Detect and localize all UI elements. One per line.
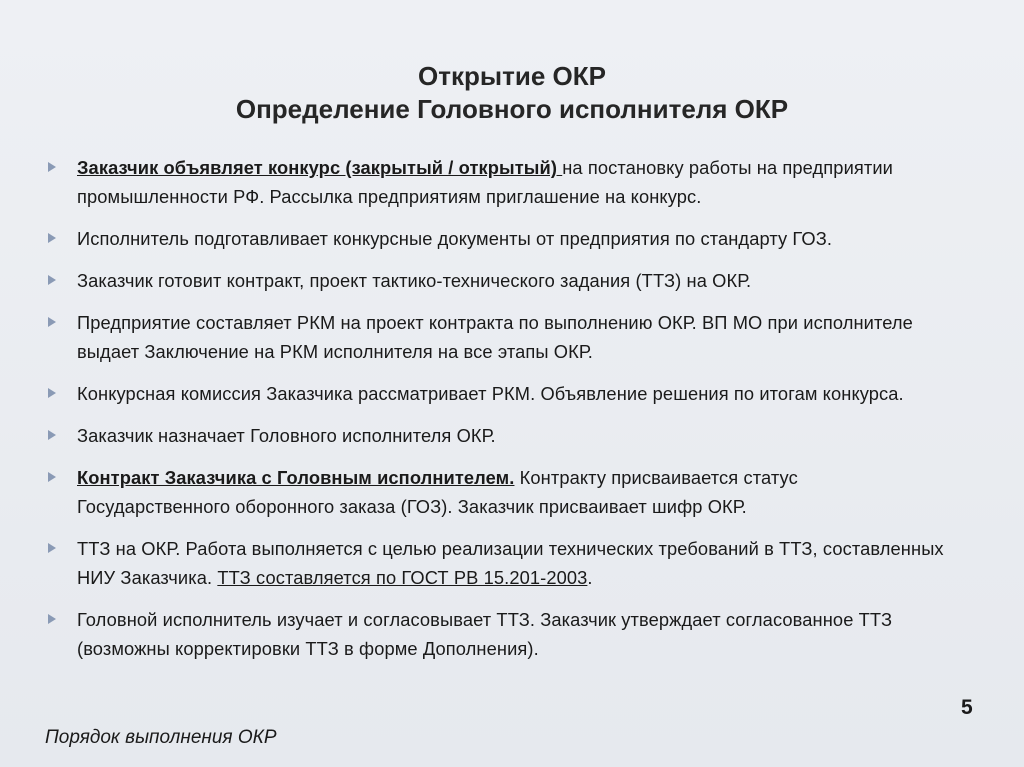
title-line-2: Определение Головного исполнителя ОКР bbox=[235, 94, 789, 124]
item-emphasis: Заказчик объявляет конкурс (закрытый / открытый) bbox=[77, 157, 563, 178]
arrow-bullet-icon bbox=[48, 233, 56, 243]
arrow-bullet-icon bbox=[48, 472, 56, 482]
item-tail: . bbox=[587, 567, 593, 588]
item-text: Заказчик назначает Головного исполнителя ОКР. bbox=[77, 425, 496, 446]
arrow-bullet-icon bbox=[48, 614, 56, 624]
list-item bbox=[48, 534, 948, 592]
arrow-bullet-icon bbox=[48, 430, 56, 440]
item-text: Головной исполнитель изучает и согласовывает ТТЗ. Заказчик утверждает согласованное ТТЗ (возможны корректировки ТТЗ в форме Дополнения). bbox=[77, 609, 893, 659]
list-item bbox=[48, 605, 948, 663]
arrow-bullet-icon bbox=[48, 162, 56, 172]
item-underlined: ТТЗ составляется по ГОСТ РВ 15.201-2003 bbox=[217, 567, 588, 588]
arrow-bullet-icon bbox=[48, 543, 56, 553]
list-item bbox=[48, 266, 948, 295]
item-text: Заказчик готовит контракт, проект тактико-технического задания (ТТЗ) на ОКР. bbox=[77, 270, 752, 291]
item-text: Предприятие составляет РКМ на проект контракта по выполнению ОКР. ВП МО при исполнителе выдает Заключение на РКМ исполнителя на все этапы ОКР. bbox=[77, 312, 913, 362]
item-text: ТТЗ на ОКР. Работа выполняется с целью реализации технических требований в ТТЗ, составленных НИУ Заказчика. bbox=[77, 538, 944, 588]
slide-title bbox=[0, 60, 1024, 126]
list-item bbox=[48, 421, 948, 450]
arrow-bullet-icon bbox=[48, 317, 56, 327]
list-item bbox=[48, 463, 948, 521]
item-text: Исполнитель подготавливает конкурсные документы от предприятия по стандарту ГОЗ. bbox=[77, 228, 833, 249]
list-item bbox=[48, 224, 948, 253]
list-item bbox=[48, 379, 948, 408]
footer-caption: Порядок выполнения ОКР bbox=[45, 727, 277, 748]
list-item bbox=[48, 153, 948, 211]
item-text: Конкурсная комиссия Заказчика рассматривает РКМ. Объявление решения по итогам конкурса. bbox=[77, 383, 904, 404]
list-item bbox=[48, 308, 948, 366]
arrow-bullet-icon bbox=[48, 388, 56, 398]
title-line-1: Открытие ОКР bbox=[418, 61, 606, 91]
item-emphasis: Контракт Заказчика с Головным исполнителем. bbox=[77, 467, 515, 488]
page-number: 5 bbox=[961, 696, 973, 719]
bullet-list bbox=[48, 153, 948, 676]
item-text: Контракту присваивается статус Государственного оборонного заказа (ГОЗ). Заказчик присваивает шифр ОКР. bbox=[77, 467, 798, 517]
arrow-bullet-icon bbox=[48, 275, 56, 285]
item-text: на постановку работы на предприятии промышленности РФ. Рассылка предприятиям приглашение на конкурс. bbox=[77, 157, 893, 207]
